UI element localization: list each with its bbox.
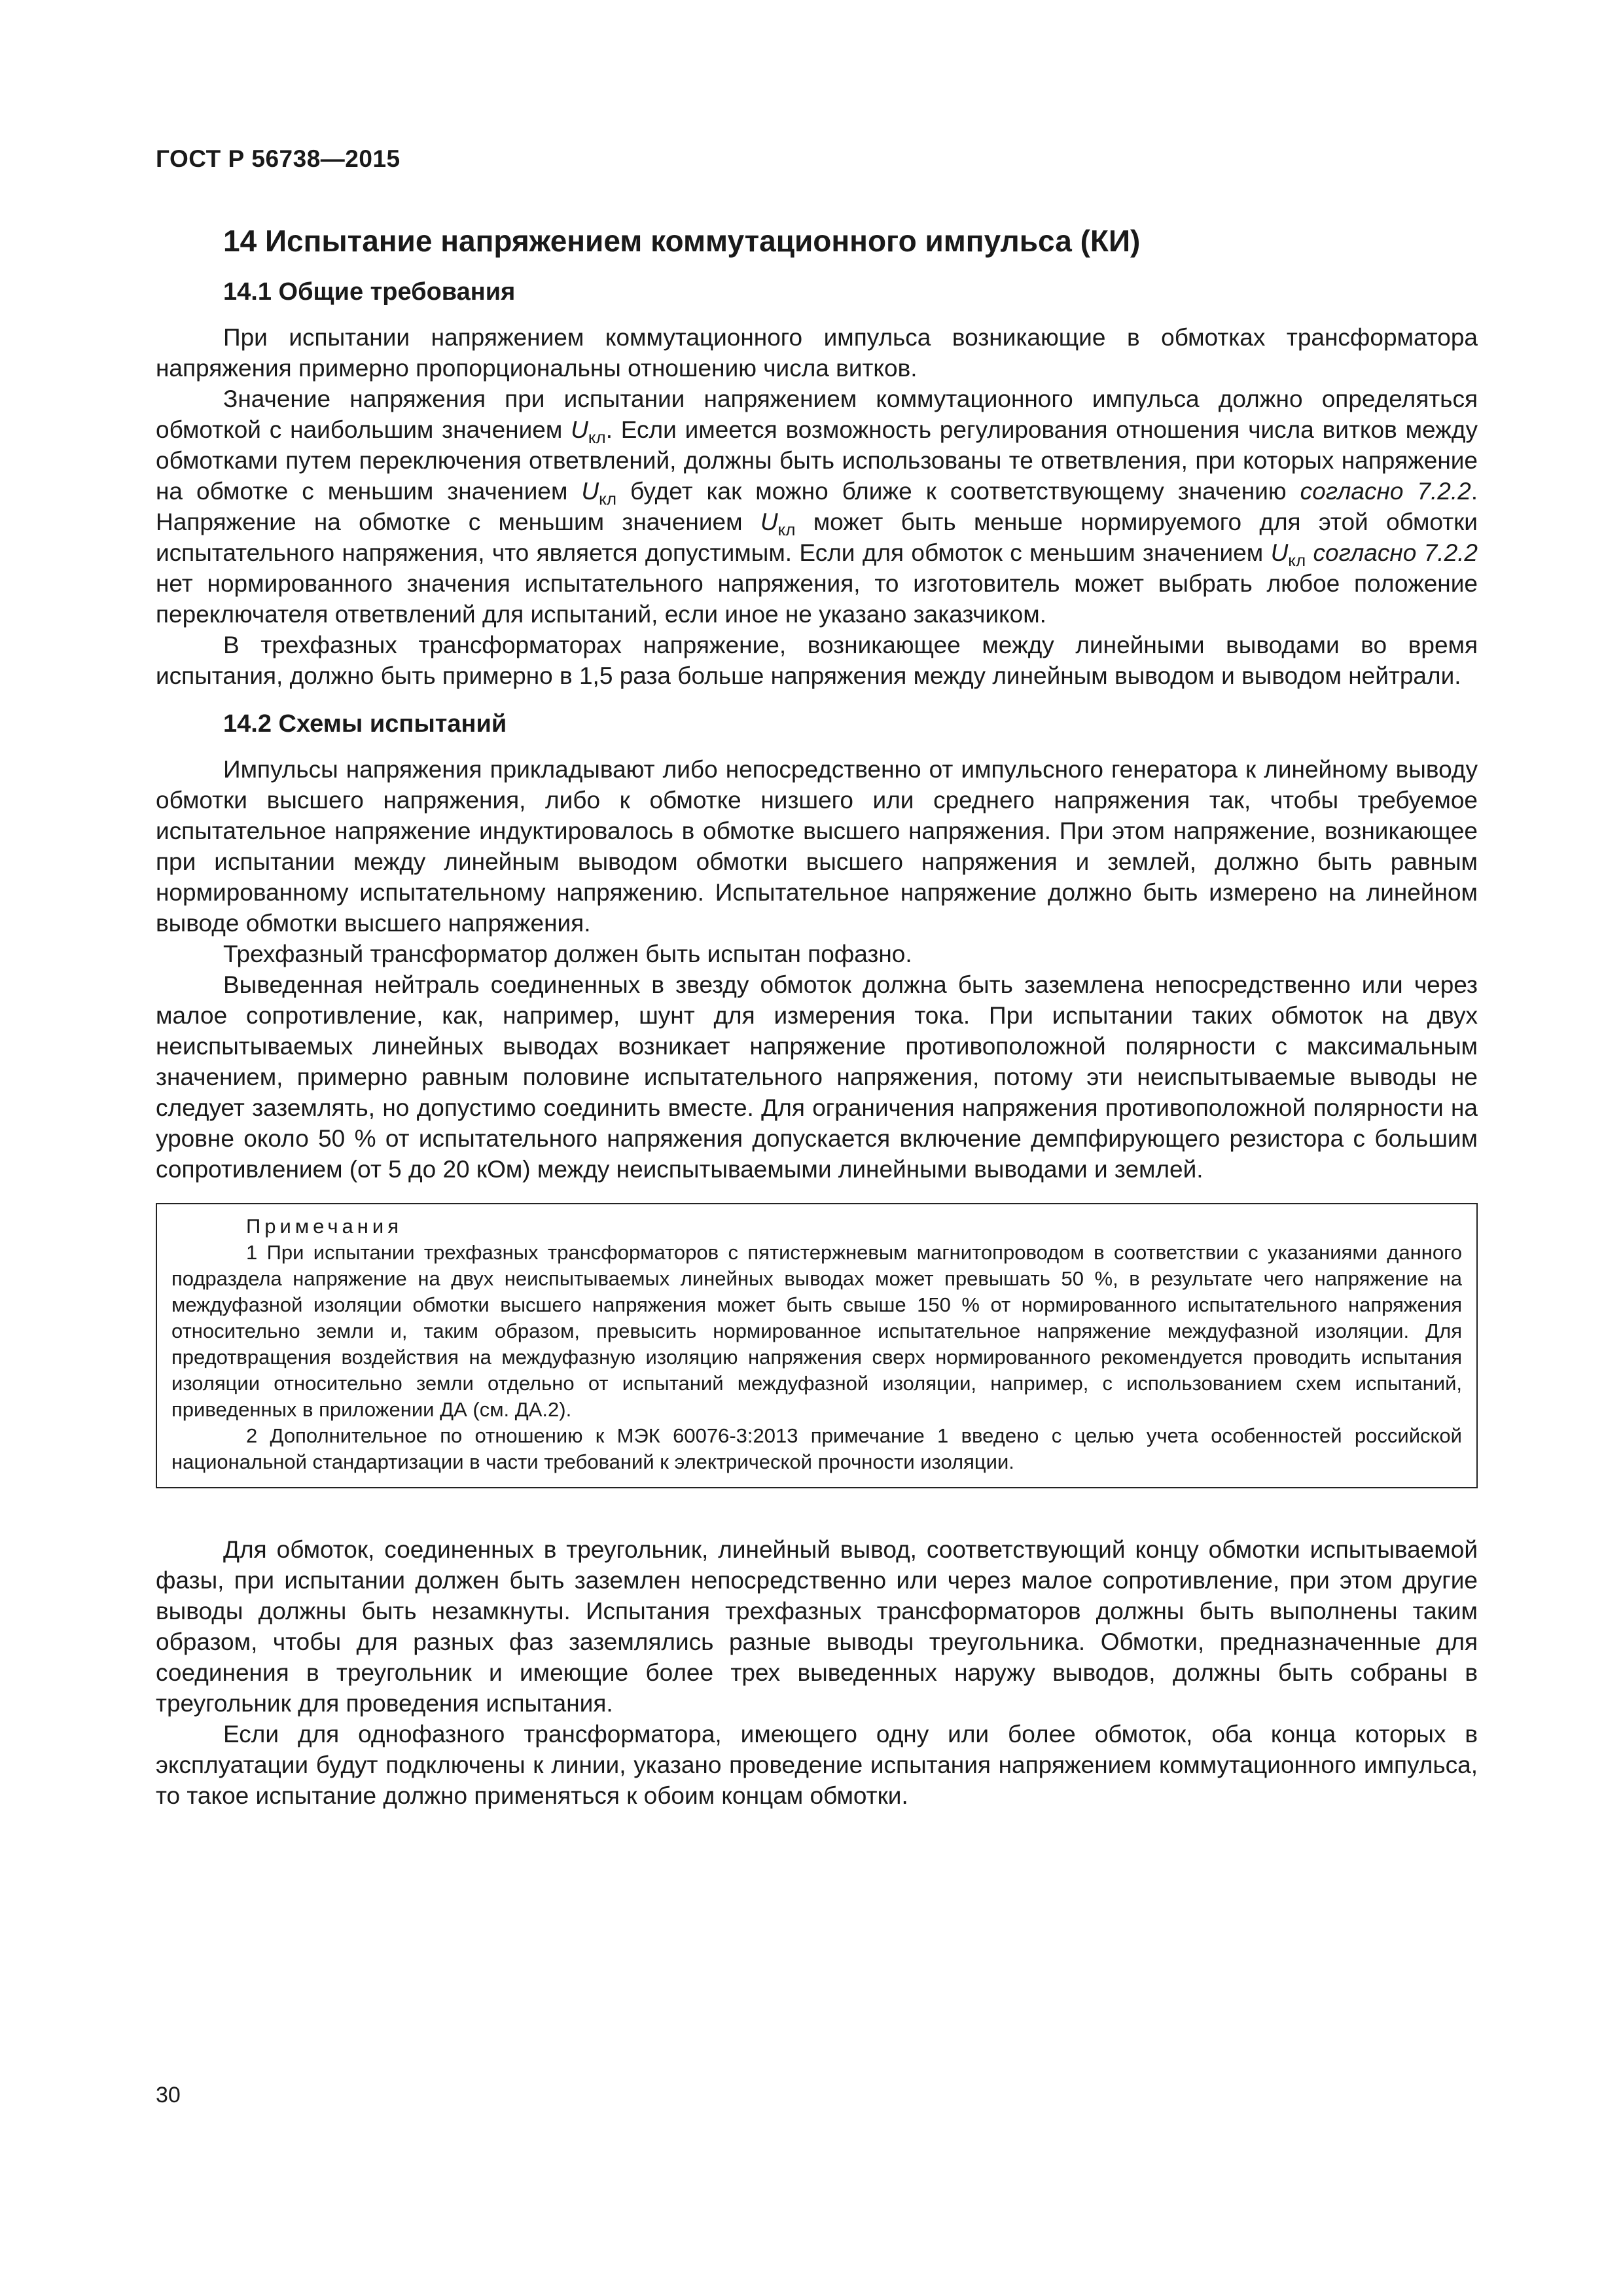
- subsection-title-14-2: 14.2 Схемы испытаний: [223, 710, 507, 738]
- paragraph: В трехфазных трансформаторах напряжение, возникающее между линейными выводами во время испытания, должно быть примерно в 1,5 раза больше напряжения между линейным выводом и выводом нейтрали.: [156, 632, 1478, 689]
- paragraph: Если для однофазного трансформатора, имеющего одну или более обмоток, оба конца которых в эксплуатации будут подключены к линии, указано проведение испытания напряжением коммутационного импульса, то такое испытание должно применяться к обоим концам обмотки.: [156, 1721, 1478, 1809]
- paragraph: Импульсы напряжения прикладывают либо непосредственно от импульсного генератора к линейному выводу обмотки высшего напряжения, либо к обмотке низшего или среднего напряжения так, чтобы требуемое испытательное напряжение индуктировалось в обмотке высшего напряжения. При этом напряжение, возникающее при испытании между линейным выводом обмотки высшего напряжения и землей, должно быть равным нормированному испытательному напряжению. Испытательное напряжение должно быть измерено на линейном выводе обмотки высшего напряжения.: [156, 756, 1478, 937]
- notes-box: [156, 1203, 1478, 1488]
- document-header: ГОСТ Р 56738—2015: [156, 145, 401, 172]
- clause-reference: согласно 7.2.2: [1300, 478, 1471, 505]
- note-item: 2 Дополнительное по отношению к МЭК 60076-3:2013 примечание 1 введено с целью учета особенностей российской национальной стандартизации в части требований к электрической прочности изоляции.: [171, 1424, 1462, 1473]
- paragraph-ukl: Значение напряжения при испытании напряжением коммутационного импульса должно определяться обмоткой с наибольшим значением $U_{кл}$. Если имеется возможность регулирования отношения числа витков между обмотками путем переключения ответвлений, должны быть использованы те ответвления, при которых напряжение на обмотке с меньшим значением $U_{кл}$ будет как можно ближе к соответствующему значению согласно 7.2.2. Напряжение на обмотке с меньшим значением $U_{кл}$ может быть меньше нормируемого для этой обмотки испытательного напряжения, что является допустимым. Если для обмоток с меньшим значением $U_{кл}$ согласно 7.2.2 нет нормированного значения испытательного напряжения, то изготовитель может выбрать любое положение переключателя ответвлений для испытаний, если иное не указано заказчиком.: [156, 386, 1478, 628]
- section-title: 14 Испытание напряжением коммутационного импульса (КИ): [223, 224, 1141, 258]
- document-body: [156, 223, 1478, 1811]
- paragraph: Выведенная нейтраль соединенных в звезду обмоток должна быть заземлена непосредственно или через малое сопротивление, как, например, шунт для измерения тока. При испытании таких обмоток на двух неиспытываемых линейных выводах возникает напряжение противоположной полярности с максимальным значением, примерно равным половине испытательного напряжения, потому эти неиспытываемые выводы не следует заземлять, но допустимо соединить вместе. Для ограничения напряжения противоположной полярности на уровне около 50 % от испытательного напряжения допускается включение демпфирующего резистора с большим сопротивлением (от 5 до 20 кОм) между неиспытываемыми линейными выводами и землей.: [156, 971, 1478, 1183]
- notes-title: Примечания: [246, 1215, 402, 1238]
- note-item: 1 При испытании трехфазных трансформаторов с пятистержневым магнитопроводом в соответствии с указаниями данного подраздела напряжение на двух неиспытываемых линейных выводах может превышать 50 %, в результате чего напряжение на междуфазной изоляции обмотки высшего напряжения может быть свыше 150 % от нормированного испытательного напряжения относительно земли и, таким образом, превысить нормированное испытательное напряжение междуфазной изоляции. Для предотвращения воздействия на междуфазную изоляцию напряжения сверх нормированного рекомендуется проводить испытания изоляции относительно земли отдельно от испытаний междуфазной изоляции, например, с использованием схем испытаний, приведенных в приложении ДА (см. ДА.2).: [171, 1241, 1462, 1421]
- post-notes-text: [156, 1534, 1478, 1811]
- paragraph: Для обмоток, соединенных в треугольник, линейный вывод, соответствующий концу обмотки испытываемой фазы, при испытании должен быть заземлен непосредственно или через малое сопротивление, при этом другие выводы должны быть незамкнуты. Испытания трехфазных трансформаторов должны быть выполнены таким образом, чтобы для разных фаз заземлялись разные выводы треугольника. Обмотки, предназначенные для соединения в треугольник и имеющие более трех выведенных наружу выводов, должны быть собраны в треугольник для проведения испытания.: [156, 1536, 1478, 1717]
- subsection-title-14-1: 14.1 Общие требования: [223, 278, 516, 306]
- paragraph: Трехфазный трансформатор должен быть испытан пофазно.: [223, 941, 912, 967]
- paragraph: При испытании напряжением коммутационного импульса возникающие в обмотках трансформатора напряжения примерно пропорциональны отношению числа витков.: [156, 324, 1478, 382]
- page-number: 30: [156, 2083, 181, 2108]
